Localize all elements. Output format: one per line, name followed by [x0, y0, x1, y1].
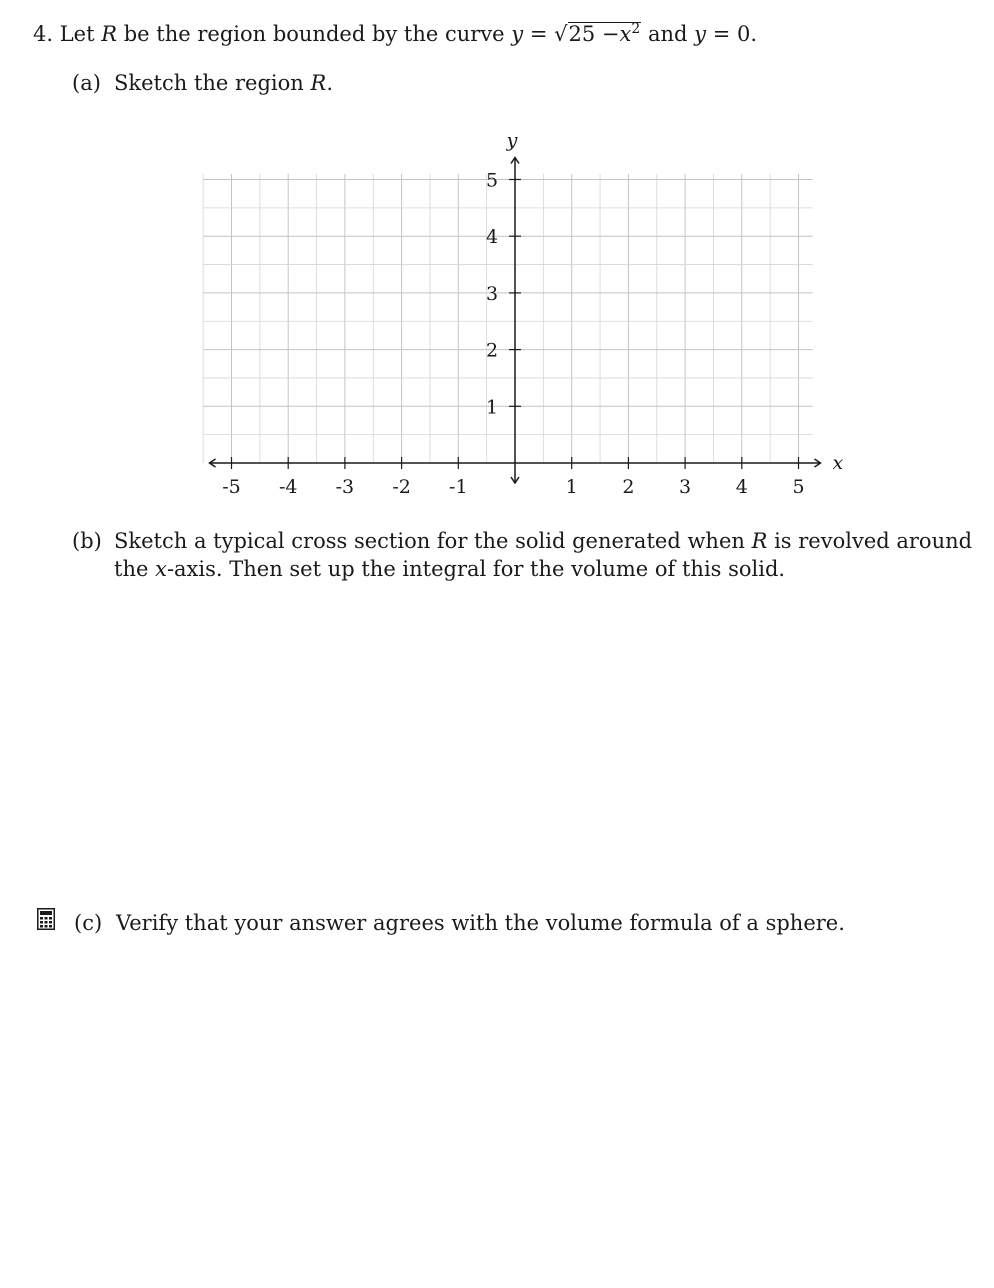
- radicand-exp: 2: [631, 21, 641, 37]
- part-a-label: (a): [72, 71, 101, 95]
- y-axis-label: y: [506, 129, 518, 152]
- axes: [210, 158, 821, 484]
- x-tick-label: 2: [622, 476, 635, 498]
- x-tick-label: -2: [392, 476, 411, 498]
- radicand-var: x: [619, 22, 632, 46]
- part-c-label: (c): [74, 911, 103, 935]
- part-b-line2-start: the: [114, 557, 149, 581]
- part-b-line1-end: is revolved around: [774, 529, 973, 553]
- x-tick-label: -4: [278, 476, 298, 498]
- y-tick-label: 3: [485, 282, 499, 305]
- part-a-text: Sketch the region: [114, 71, 304, 95]
- calculator-icon: [37, 908, 55, 930]
- part-b-line2-end: -axis. Then set up the integral for the volume of this solid.: [166, 557, 786, 581]
- part-b-line1-start: Sketch a typical cross section for the solid generated when: [114, 529, 745, 553]
- problem-number: 4.: [33, 22, 54, 46]
- part-c-text: Verify that your answer agrees with the volume formula of a sphere.: [116, 911, 845, 935]
- y-tick-label: 4: [485, 226, 499, 249]
- tick-labels: [222, 130, 843, 499]
- problem-lead: Let: [59, 22, 95, 46]
- graph-grid: [0, 0, 994, 520]
- x-axis-label: x: [832, 452, 844, 474]
- x-tick-label: 5: [792, 476, 805, 498]
- part-a-var: R: [310, 71, 327, 95]
- x-tick-label: 1: [565, 476, 578, 498]
- radicand-const: 25 −: [568, 22, 620, 46]
- x-tick-label: 3: [679, 476, 692, 498]
- part-b-var: R: [751, 529, 768, 553]
- equation2-rest: = 0.: [712, 22, 758, 46]
- part-b-line2-var: x: [155, 557, 167, 581]
- problem-mid: be the region bounded by the curve: [123, 22, 505, 46]
- equation2-var: y: [694, 22, 707, 46]
- part-c: [74, 909, 845, 937]
- x-tick-label: -1: [449, 476, 468, 498]
- radical-sign: √: [554, 22, 568, 46]
- part-b-line2: [114, 555, 785, 583]
- region-var: R: [101, 22, 118, 46]
- equation-lhs: y =: [511, 22, 548, 46]
- y-tick-label: 1: [485, 396, 499, 419]
- problem-and: and: [647, 22, 688, 46]
- part-a-end: .: [326, 71, 333, 95]
- y-tick-label: 2: [485, 339, 499, 362]
- x-tick-label: -5: [222, 476, 241, 498]
- y-tick-label: 5: [485, 169, 499, 192]
- part-b: [72, 527, 972, 555]
- x-tick-label: 4: [735, 476, 748, 498]
- x-tick-label: -3: [335, 476, 355, 498]
- grid-lines: [203, 174, 813, 463]
- part-b-label: (b): [72, 529, 102, 553]
